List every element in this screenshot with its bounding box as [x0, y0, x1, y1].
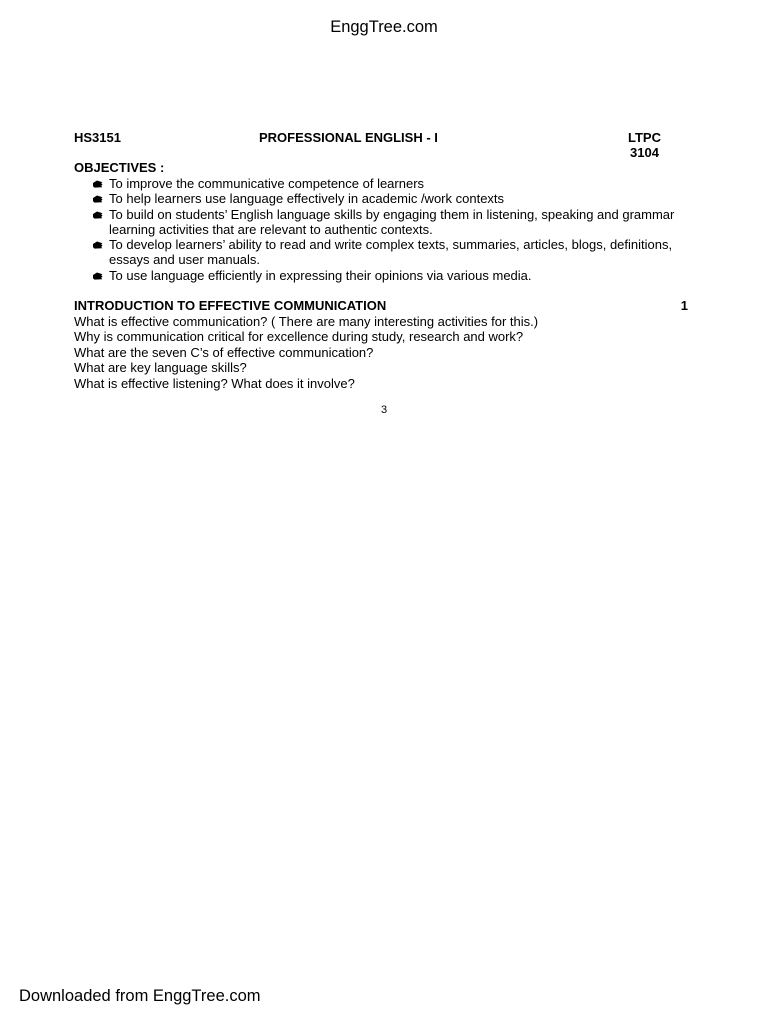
section-line: What is effective communication? ( There are many interesting activities for this.): [74, 313, 539, 329]
section-hours: 1: [680, 298, 688, 313]
course-header: [74, 130, 696, 162]
list-item: [92, 176, 682, 191]
page-number: 3: [380, 404, 388, 416]
hand-pointer-icon: [93, 180, 103, 188]
footer-text: Downloaded from EnggTree.com: [19, 987, 261, 1005]
list-item: [92, 207, 682, 238]
course-code: HS3151: [74, 130, 121, 145]
hand-pointer-icon: [93, 241, 103, 249]
site-header: EnggTree.com: [330, 18, 438, 36]
ltpc-label: LTPC: [628, 130, 661, 145]
ltpc-values: 3104: [630, 145, 659, 160]
course-title: PROFESSIONAL ENGLISH - I: [259, 130, 438, 145]
list-item: [92, 237, 682, 268]
section-line: What is effective listening? What does it involve?: [74, 375, 355, 391]
hand-pointer-icon: [93, 272, 103, 280]
objective-text: To build on students’ English language skills by engaging them in listening, speaking and grammar learning activities that are relevant to authentic contexts.: [109, 206, 675, 237]
section-line: What are key language skills?: [74, 360, 247, 376]
section-title: INTRODUCTION TO EFFECTIVE COMMUNICATION: [74, 298, 387, 313]
objective-text: To develop learners’ ability to read and write complex texts, summaries, articles, blogs, definitions, essays and user manuals.: [109, 237, 673, 268]
hand-pointer-icon: [93, 195, 103, 203]
objectives-list: [92, 176, 682, 283]
objective-text: To use language efficiently in expressing their opinions via various media.: [109, 267, 532, 283]
section-heading: [74, 298, 690, 314]
objectives-heading: OBJECTIVES :: [74, 160, 165, 175]
objective-text: To help learners use language effectively in academic /work contexts: [109, 191, 505, 207]
objective-text: To improve the communicative competence of learners: [109, 176, 425, 191]
list-item: [92, 191, 682, 206]
section-line: Why is communication critical for excellence during study, research and work?: [74, 329, 524, 345]
section-line: What are the seven C’s of effective communication?: [74, 344, 374, 360]
list-item: [92, 268, 682, 283]
section-introduction: [74, 298, 690, 392]
hand-pointer-icon: [93, 211, 103, 219]
